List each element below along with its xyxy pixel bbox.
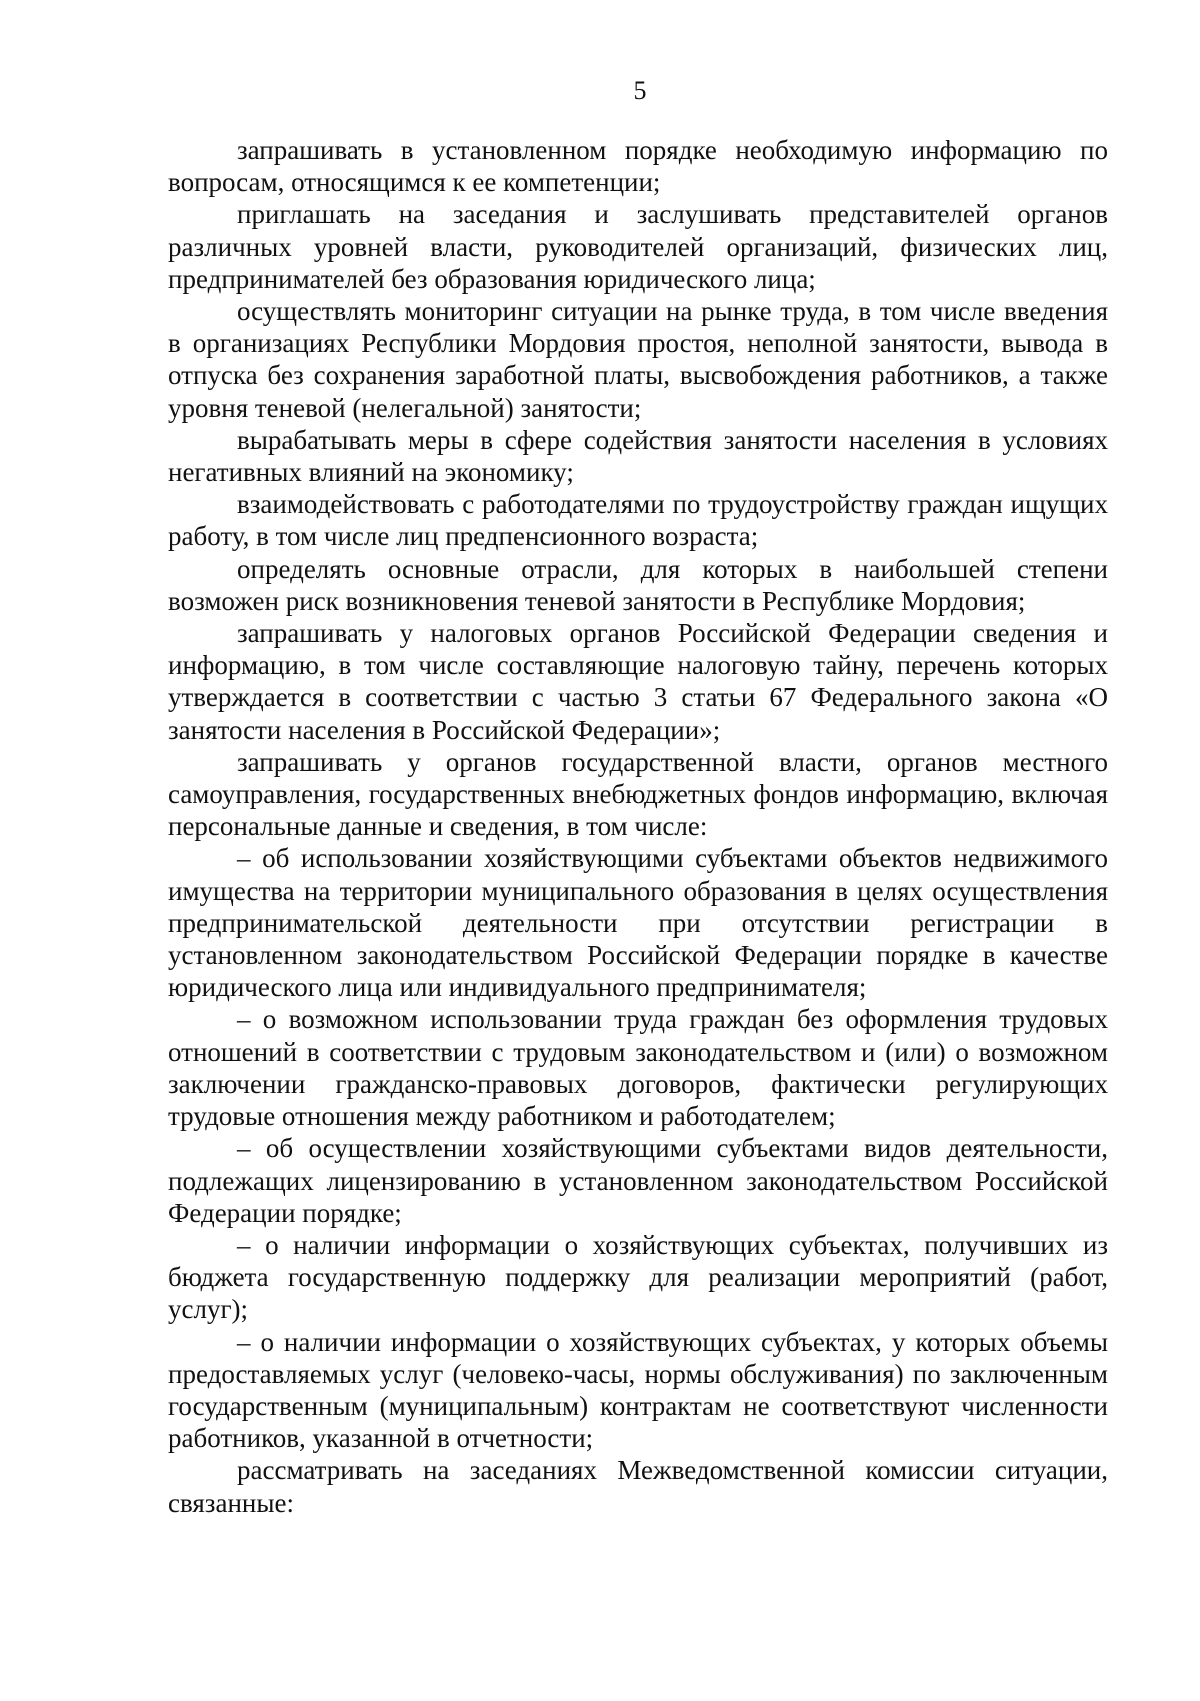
paragraph: запрашивать у налоговых органов Российской Федерации сведения и информацию, в том числе составляющие налоговую тайну, перечень которых утверждается в соответствии с частью 3 статьи 67 Федерального закона «О занятости населения в Российской Федерации»; — [168, 618, 1108, 745]
paragraph: вырабатывать меры в сфере содействия занятости населения в условиях негативных влияний на экономику; — [168, 424, 1108, 488]
paragraph: запрашивать у органов государственной власти, органов местного самоуправления, государственных внебюджетных фондов информацию, включая персональные данные и сведения, в том числе: — [168, 746, 1108, 842]
paragraph: рассматривать на заседаниях Межведомственной комиссии ситуации, связанные: — [168, 1455, 1108, 1518]
paragraph: определять основные отрасли, для которых в наибольшей степени возможен риск возникновения теневой занятости в Республике Мордовия; — [168, 553, 1108, 616]
list-item: – об использовании хозяйствующими субъектами объектов недвижимого имущества на территории муниципального образования в целях осуществления предпринимательской деятельности при отсутствии регистрации в установленном законодательством Российской Федерации порядке в качестве юридического лица или индивидуального предпринимателя; — [168, 843, 1108, 1003]
list-item: – об осуществлении хозяйствующими субъектами видов деятельности, подлежащих лицензированию в установленном законодательством Российской Федерации порядке; — [168, 1133, 1108, 1228]
paragraph: осуществлять мониторинг ситуации на рынке труда, в том числе введения в организациях Республики Мордовия простоя, неполной занятости, вывода в отпуска без сохранения заработной платы, высвобождения работников, а также уровня теневой (нелегальной) занятости; — [168, 296, 1108, 423]
page-number: 5 — [633, 76, 647, 105]
list-item: – о наличии информации о хозяйствующих субъектах, у которых объемы предоставляемых услуг (человеко-часы, нормы обслуживания) по заключенным государственным (муниципальным) контрактам не соответствуют численности работников, указанной в отчетности; — [168, 1326, 1108, 1454]
paragraph: запрашивать в установленном порядке необходимую информацию по вопросам, относящимся к ее компетенции; — [168, 135, 1108, 198]
paragraph: взаимодействовать с работодателями по трудоустройству граждан ищущих работу, в том числе лиц предпенсионного возраста; — [168, 489, 1108, 552]
document-body — [168, 134, 1108, 1519]
list-item: – о возможном использовании труда граждан без оформления трудовых отношений в соответствии с трудовым законодательством и (или) о возможном заключении гражданско-правовых договоров, фактически регулирующих трудовые отношения между работником и работодателем; — [168, 1004, 1108, 1132]
list-item: – о наличии информации о хозяйствующих субъектах, получивших из бюджета государственную поддержку для реализации мероприятий (работ, услуг); — [168, 1229, 1108, 1325]
paragraph: приглашать на заседания и заслушивать представителей органов различных уровней власти, руководителей организаций, физических лиц, предпринимателей без образования юридического лица; — [168, 199, 1108, 294]
